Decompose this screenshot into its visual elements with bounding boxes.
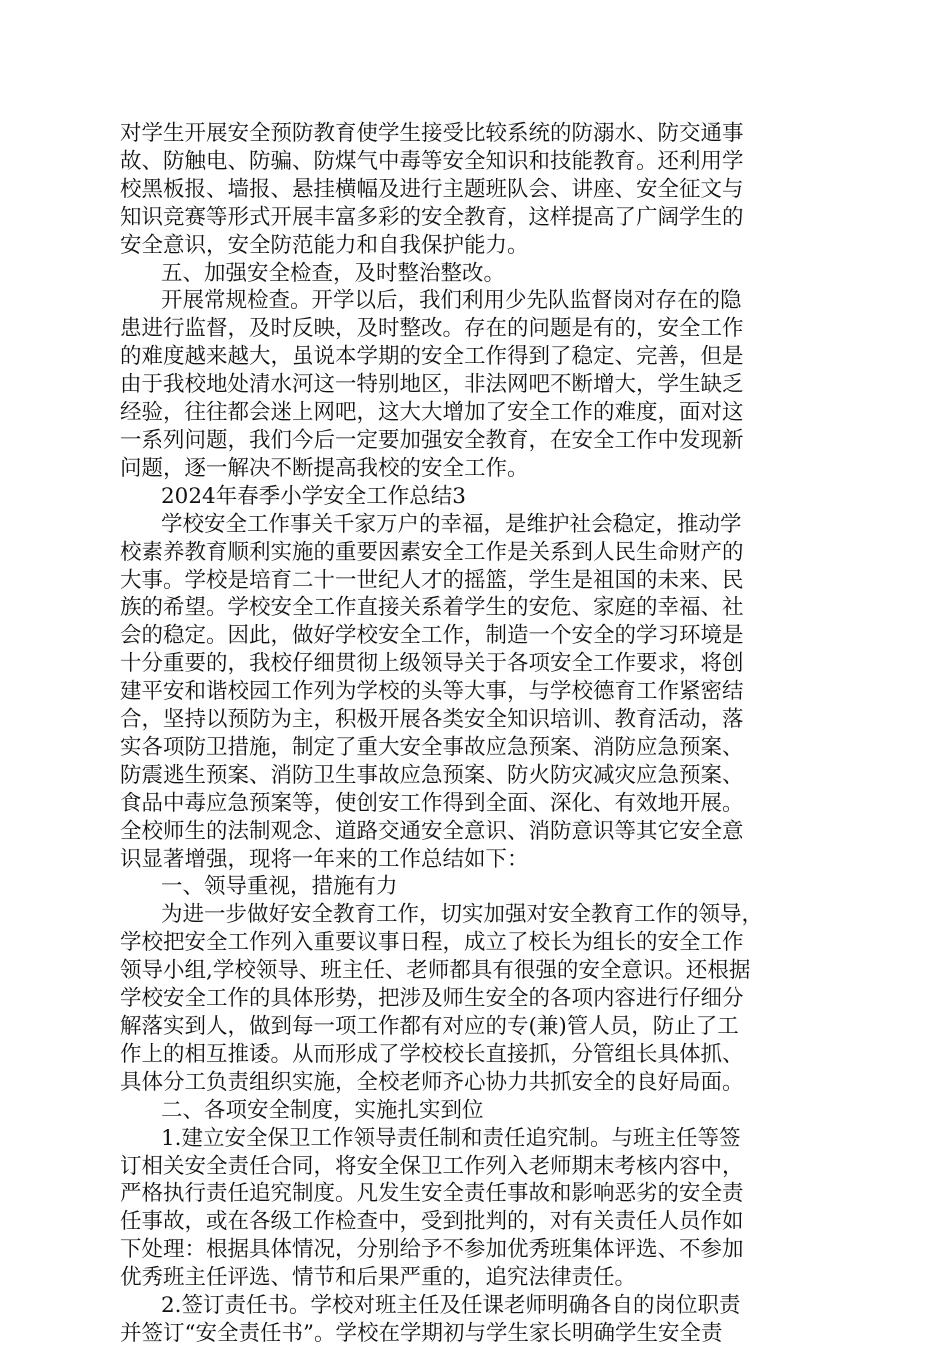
text-line: 解落实到人，做到每一项工作都有对应的专(兼)管人员，防止了工 [120, 1014, 739, 1039]
text-line: 并签订“安全责任书”。学校在学期初与学生家长明确学生安全责 [120, 1320, 723, 1346]
text-line: 经验，往往都会迷上网吧，这大大增加了安全工作的难度，面对这 [120, 400, 744, 426]
text-line: 1.建立安全保卫工作领导责任制和责任追究制。与班主任等签 [120, 1125, 741, 1151]
text-line: 2024年春季小学安全工作总结3 [120, 483, 466, 509]
text-line: 大事。学校是培育二十一世纪人才的摇篮，学生是祖国的未来、民 [120, 567, 744, 593]
text-line: 2.签订责任书。学校对班主任及任课老师明确各自的岗位职责 [120, 1293, 741, 1319]
text-line: 订相关安全责任合同，将安全保卫工作列入老师期末考核内容中， [120, 1153, 744, 1179]
text-line: 五、加强安全检查，及时整治整改。 [120, 260, 506, 286]
text-line: 由于我校地处清水河这一特别地区，非法网吧不断增大，学生缺乏 [120, 372, 744, 398]
text-line: 二、各项安全制度，实施扎实到位 [120, 1097, 484, 1123]
text-line: 下处理：根据具体情况，分别给予不参加优秀班集体评选、不参加 [120, 1237, 744, 1263]
text-line: 十分重要的，我校仔细贯彻上级领导关于各项安全工作要求，将创 [120, 651, 744, 677]
text-line: 为进一步做好安全教育工作，切实加强对安全教育工作的领导， [120, 902, 764, 928]
text-line: 学校安全工作事关千家万户的幸福，是维护社会稳定，推动学 [120, 511, 742, 537]
text-line: 一、领导重视，措施有力 [120, 874, 398, 900]
text-line: 开展常规检查。开学以后，我们利用少先队监督岗对存在的隐 [120, 288, 742, 314]
text-line: 优秀班主任评选、情节和后果严重的，追究法律责任。 [120, 1265, 637, 1291]
text-line: 识显著增强，现将一年来的工作总结如下： [120, 846, 529, 872]
text-line: 实各项防卫措施，制定了重大安全事故应急预案、消防应急预案、 [120, 734, 744, 760]
text-line: 故、防触电、防骗、防煤气中毒等安全知识和技能教育。还利用学 [120, 148, 744, 174]
text-line: 任事故，或在各级工作检查中，受到批判的，对有关责任人员作如 [120, 1209, 744, 1235]
text-line: 一系列问题，我们今后一定要加强安全教育，在安全工作中发现新 [120, 427, 744, 453]
text-line: 族的希望。学校安全工作直接关系着学生的安危、家庭的幸福、社 [120, 595, 744, 621]
text-line: 作上的相互推诿。从而形成了学校校长直接抓，分管组长具体抓、 [120, 1041, 744, 1067]
text-line: 会的稳定。因此，做好学校安全工作，制造一个安全的学习环境是 [120, 623, 744, 649]
text-line: 对学生开展安全预防教育使学生接受比较系统的防溺水、防交通事 [120, 121, 744, 146]
text-line: 校素养教育顺利实施的重要因素安全工作是关系到人民生命财产的 [120, 539, 744, 565]
document-body [120, 120, 840, 1348]
text-line: 食品中毒应急预案等，使创安工作得到全面、深化、有效地开展。 [120, 790, 744, 816]
text-line: 安全意识，安全防范能力和自我保护能力。 [120, 232, 529, 258]
text-line: 学校安全工作的具体形势，把涉及师生安全的各项内容进行仔细分 [120, 986, 744, 1012]
text-line: 学校把安全工作列入重要议事日程，成立了校长为组长的安全工作 [120, 930, 744, 956]
text-line: 校黑板报、墙报、悬挂横幅及进行主题班队会、讲座、安全征文与 [120, 176, 744, 202]
text-line: 问题，逐一解决不断提高我校的安全工作。 [120, 455, 529, 481]
text-line: 患进行监督，及时反映，及时整改。存在的问题是有的，安全工作 [120, 316, 744, 342]
text-line: 合，坚持以预防为主，积极开展各类安全知识培训、教育活动，落 [120, 707, 744, 733]
text-line: 具体分工负责组织实施，全校老师齐心协力共抓安全的良好局面。 [120, 1069, 744, 1095]
text-line: 全校师生的法制观念、道路交通安全意识、消防意识等其它安全意 [120, 818, 744, 844]
text-line: 建平安和谐校园工作列为学校的头等大事，与学校德育工作紧密结 [120, 679, 744, 705]
text-line: 的难度越来越大，虽说本学期的安全工作得到了稳定、完善，但是 [120, 344, 744, 370]
text-line: 防震逃生预案、消防卫生事故应急预案、防火防灾减灾应急预案、 [120, 762, 744, 788]
text-line: 严格执行责任追究制度。凡发生安全责任事故和影响恶劣的安全责 [120, 1181, 744, 1207]
text-line: 知识竞赛等形式开展丰富多彩的安全教育，这样提高了广阔学生的 [120, 204, 744, 230]
text-line: 领导小组,学校领导、班主任、老师都具有很强的安全意识。还根据 [120, 958, 751, 984]
